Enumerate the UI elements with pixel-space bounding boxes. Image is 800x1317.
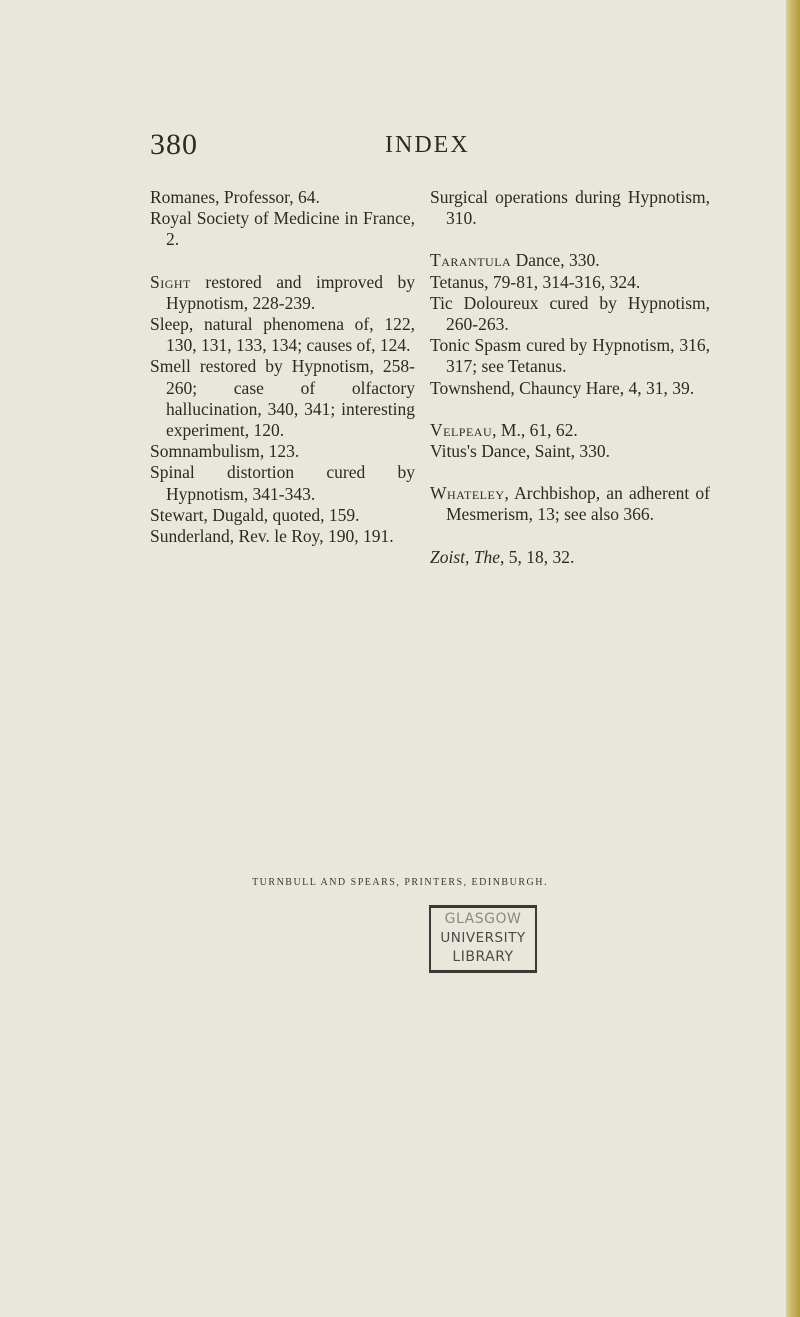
index-entry: Vitus's Dance, Saint, 330.	[430, 441, 610, 462]
entry-heading: Whateley	[430, 483, 505, 504]
index-entry: Romanes, Professor, 64.	[150, 187, 320, 207]
running-title: INDEX	[385, 132, 470, 158]
index-entry: Tonic Spasm cured by Hypnotism, 316, 317; see Tetanus.	[430, 335, 710, 377]
page-edge	[786, 0, 800, 1317]
index-entry: Tic Doloureux cured by Hypnotism, 260-263.	[430, 292, 710, 335]
index-entry: Surgical operations during Hypnotism, 310.	[430, 187, 710, 229]
page-header	[0, 128, 800, 168]
entry-text: , 5, 18, 32.	[500, 546, 575, 567]
index-entry: Townshend, Chauncy Hare, 4, 31, 39.	[430, 377, 695, 398]
entry-text: restored and improved by Hypnotism, 228-239.	[166, 271, 415, 313]
index-entry: Stewart, Dugald, quoted, 159.	[150, 504, 360, 525]
index-entry: Tetanus, 79-81, 314-316, 324.	[430, 271, 641, 292]
index-entry	[430, 483, 710, 525]
entry-text: Dance, 330.	[511, 250, 600, 271]
entry-heading: Velpeau	[430, 419, 493, 440]
stamp-line: UNIVERSITY	[440, 930, 526, 946]
printer-imprint: TURNBULL AND SPEARS, PRINTERS, EDINBURGH.	[252, 877, 548, 888]
index-entry: Spinal distortion cured by Hypnotism, 341-343.	[150, 462, 415, 504]
entry-title: Zoist, The	[430, 546, 501, 567]
index-entry: Sunderland, Rev. le Roy, 190, 191.	[150, 526, 394, 547]
index-entry	[430, 547, 710, 568]
entry-heading: Tarantula	[430, 250, 512, 271]
stamp-line: LIBRARY	[452, 949, 514, 965]
index-column-right	[430, 187, 710, 568]
index-entry: Sleep, natural phenomena of, 122, 130, 131, 133, 134; causes of, 124.	[150, 314, 415, 356]
entry-text: , M., 61, 62.	[492, 419, 578, 440]
index-column-left	[150, 187, 415, 547]
index-entry: Somnambulism, 123.	[150, 441, 300, 462]
page-number: 380	[150, 128, 198, 161]
stamp-line: GLASGOW	[444, 911, 522, 927]
index-entry	[430, 420, 710, 441]
entry-text: , Archbishop, an adherent of Mesmerism, 13; see also 366.	[446, 483, 710, 525]
entry-heading: Sight	[150, 271, 191, 292]
index-entry	[150, 272, 415, 314]
index-entry: Smell restored by Hypnotism, 258-260; case of olfactory hallucination, 340, 341; interesting experiment, 120.	[150, 356, 415, 441]
index-entry	[430, 250, 710, 271]
index-entry: Royal Society of Medicine in France, 2.	[150, 208, 415, 250]
library-stamp	[429, 905, 537, 973]
